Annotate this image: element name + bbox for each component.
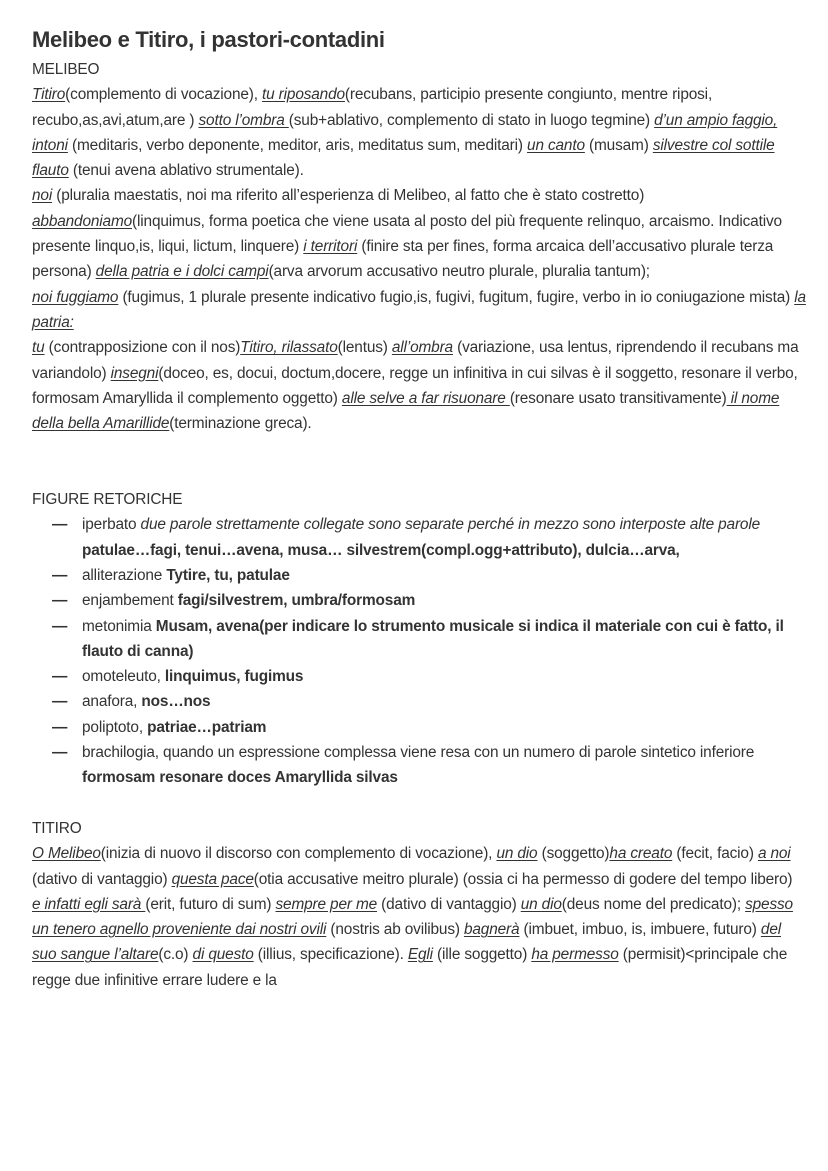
example-text: Tytire, tu, patulae (166, 566, 290, 584)
annotated-phrase: alle selve a far risuonare (341, 389, 510, 407)
text-segment: brachilogia, quando un espressione complessa viene resa con un numero di parole sintetico inferiore (82, 744, 755, 762)
text-segment: (resonare usato transitivamente) (509, 389, 727, 407)
annotated-phrase: la patria: (32, 288, 806, 331)
annotated-phrase: i territori (303, 238, 358, 256)
section-heading-titiro: TITIRO (32, 819, 82, 837)
text-segment: (pluralia maestatis, noi ma riferito all’esperienza di Melibeo, al fatto che è stato costretto) (52, 187, 645, 205)
paragraph (32, 183, 807, 284)
list-item (32, 740, 807, 791)
annotated-phrase: bagnerà (463, 921, 520, 939)
rhetorical-figures-list (32, 512, 807, 790)
text-segment: (lentus) (337, 339, 392, 357)
text-segment: due parole strettamente collegate sono separate perché in mezzo sono interposte alte parole (140, 516, 761, 534)
annotated-phrase: tu (32, 339, 45, 357)
annotated-phrase: all’ombra (391, 339, 453, 357)
example-text: patriae…patriam (147, 718, 267, 736)
annotated-phrase: tu riposando (262, 86, 345, 104)
example-text: nos…nos (141, 693, 211, 711)
annotated-phrase: spesso un tenero agnello proveniente dai nostri ovili (32, 895, 793, 939)
annotated-phrase: sotto l’ombra (198, 111, 289, 129)
annotated-phrase: di questo (192, 946, 254, 964)
text-segment: omoteleuto, (82, 668, 165, 686)
text-segment: (musam) (584, 136, 653, 154)
section-heading-figure-retoriche: FIGURE RETORICHE (32, 491, 183, 509)
annotated-phrase: noi fuggiamo (32, 288, 119, 306)
bullet-dash: — (52, 744, 68, 762)
example-text: Musam, avena(per indicare lo strumento musicale si indica il materiale con cui è fatto, il flauto di canna) (82, 617, 784, 660)
text-segment: (meditaris, verbo deponente, meditor, aris, meditatus sum, meditari) (67, 136, 528, 154)
text-segment: (complemento di vocazione), (65, 86, 262, 104)
list-item (32, 512, 807, 563)
text-segment: (c.o) (158, 946, 193, 964)
example-text: linquimus, fugimus (164, 668, 304, 686)
annotated-phrase: della patria e i dolci campi (95, 263, 269, 281)
annotated-phrase: del suo sangue l’altare (32, 921, 781, 964)
text-segment: (tenui avena ablativo strumentale). (68, 162, 304, 180)
text-segment: iperbato (82, 516, 141, 534)
bullet-dash: — (52, 668, 68, 686)
annotated-phrase: un dio (496, 845, 538, 863)
annotated-phrase: silvestre col sottile flauto (32, 136, 775, 180)
text-segment: alliterazione (82, 566, 167, 584)
example-text: patulae…fagi, tenui…avena, musa… silvestrem(compl.ogg+attributo), dulcia…arva, (82, 541, 680, 559)
annotated-phrase: un canto (527, 136, 585, 154)
text-segment: (ille soggetto) (432, 946, 532, 964)
spacer (32, 436, 807, 461)
text-segment: (sub+ablativo, complemento di stato in luogo tegmine) (288, 111, 655, 129)
annotated-phrase: Titiro, rilassato (240, 339, 338, 357)
text-segment: (imbuet, imbuo, is, imbuere, futuro) (519, 921, 761, 939)
spacer (32, 791, 807, 816)
annotated-phrase: un dio (520, 895, 562, 913)
text-segment: (linquimus, forma poetica che viene usata al posto del più frequente relinquo, arcaismo. Indicativo presente linquo,is, liqui, lictum, linquere) (32, 212, 782, 256)
text-segment: (arva arvorum accusativo neutro plurale, pluralia tantum); (268, 263, 650, 281)
text-segment: (fecit, facio) (672, 845, 758, 863)
bullet-dash: — (52, 566, 68, 584)
bullet-dash: — (52, 718, 68, 736)
text-segment: enjambement (82, 592, 178, 610)
example-text: formosam resonare doces Amaryllida silvas (82, 769, 398, 787)
list-item (32, 588, 807, 613)
paragraph (32, 285, 807, 336)
page-title: Melibeo e Titiro, i pastori-contadini (32, 27, 385, 52)
paragraph (32, 892, 807, 993)
bullet-dash: — (52, 617, 68, 635)
text-segment: (soggetto) (537, 845, 610, 863)
text-segment: (contrapposizione con il nos) (44, 339, 241, 357)
paragraph (32, 335, 807, 436)
bullet-dash: — (52, 592, 68, 610)
annotated-phrase: e infatti egli sarà (32, 895, 146, 913)
bullet-dash: — (52, 693, 68, 711)
annotated-phrase: sempre per me (275, 895, 378, 913)
titiro-section (32, 841, 807, 993)
annotated-phrase: O Melibeo (32, 845, 101, 863)
list-item (32, 689, 807, 714)
text-segment: (illius, specificazione). (253, 946, 408, 964)
annotated-phrase: a noi (757, 845, 791, 863)
document (32, 26, 807, 993)
annotated-phrase: Titiro (32, 86, 66, 104)
text-segment: (otia accusative meitro plurale) (ossia ci ha permesso di godere del tempo libero) (253, 870, 793, 888)
annotated-phrase: ha creato (609, 845, 673, 863)
text-segment: (inizia di nuovo il discorso con complemento di vocazione), (100, 845, 497, 863)
paragraph (32, 82, 807, 183)
annotated-phrase: Egli (407, 946, 433, 964)
list-item (32, 715, 807, 740)
text-segment: (terminazione greca). (169, 415, 312, 433)
example-text: fagi/silvestrem, umbra/formosam (177, 592, 416, 610)
annotated-phrase: d’un ampio faggio, intoni (32, 111, 778, 154)
text-segment: (finire sta per fines, forma arcaica dell’accusativo plurale terza persona) (32, 238, 774, 281)
list-item (32, 563, 807, 588)
text-segment: metonimia (82, 617, 156, 635)
annotated-phrase: insegni (110, 364, 159, 382)
text-segment: anafora, (82, 693, 142, 711)
text-segment: (doceo, es, docui, doctum,docere, regge un infinitiva in cui silvas è il soggetto, resonare il verbo, formosam Amaryllida il complemento oggetto) (32, 364, 798, 407)
text-segment: (nostris ab ovilibus) (326, 921, 464, 939)
text-segment: (dativo di vantaggio) (32, 870, 172, 888)
text-segment: (permisit)<principale che regge due infinitive errare ludere e la (32, 946, 788, 989)
list-item (32, 614, 807, 665)
text-segment: (dativo di vantaggio) (377, 895, 521, 913)
annotated-phrase: abbandoniamo (32, 212, 133, 230)
annotated-phrase: questa pace (171, 870, 254, 888)
text-segment: (erit, futuro di sum) (145, 895, 276, 913)
list-item (32, 664, 807, 689)
text-segment: (fugimus, 1 plurale presente indicativo fugio,is, fugivi, fugitum, fugire, verbo in io coniugazione mista) (118, 288, 795, 306)
paragraph (32, 841, 807, 892)
annotated-phrase: ha permesso (531, 946, 619, 964)
text-segment: (recubans, participio presente congiunto, mentre riposi, recubo,as,avi,atum,are ) (32, 86, 713, 129)
melibeo-section (32, 82, 807, 436)
annotated-phrase: noi (32, 187, 53, 205)
bullet-dash: — (52, 516, 68, 534)
section-heading-melibeo: MELIBEO (32, 61, 100, 78)
text-segment: poliptoto, (82, 718, 148, 736)
spacer (32, 462, 807, 487)
text-segment: (variazione, usa lentus, riprendendo il recubans ma variandolo) (32, 339, 799, 382)
annotated-phrase: il nome della bella Amarillide (32, 389, 780, 433)
text-segment: (deus nome del predicato); (561, 895, 746, 913)
